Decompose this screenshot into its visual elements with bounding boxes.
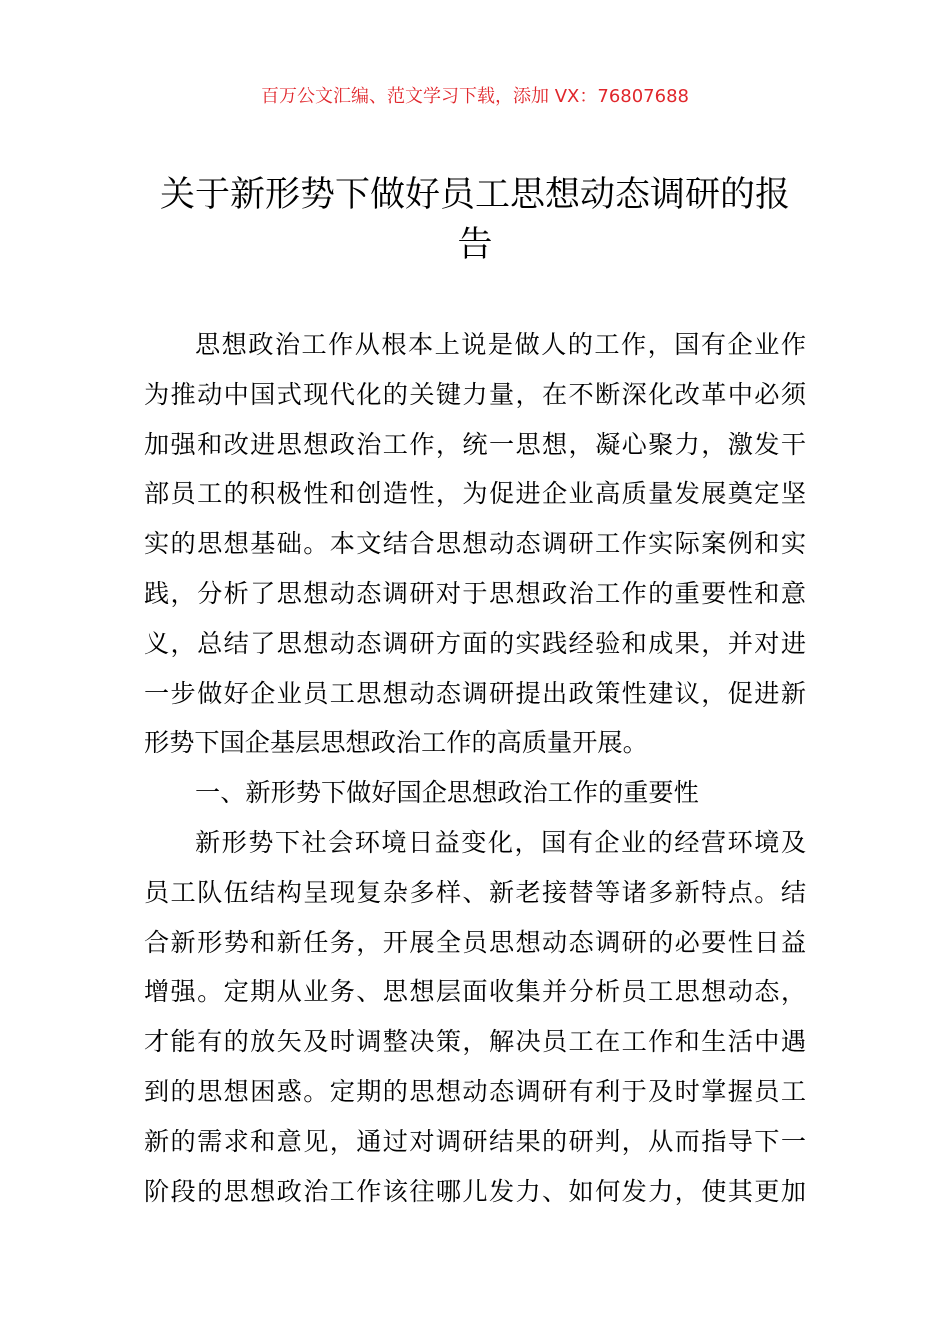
- paragraph-section-1: [144, 818, 806, 1216]
- text-line: 部员工的积极性和创造性，为促进企业高质量发展奠定坚: [144, 479, 806, 509]
- paragraph-intro: [144, 320, 806, 768]
- text-line: 员工队伍结构呈现复杂多样、新老接替等诸多新特点。结: [144, 877, 806, 907]
- title-line: 告: [457, 225, 493, 265]
- document-title: [150, 170, 800, 270]
- text-line: 为推动中国式现代化的关键力量，在不断深化改革中必须: [144, 379, 806, 409]
- text-line: 增强。定期从业务、思想层面收集并分析员工思想动态，: [144, 977, 806, 1007]
- text-line: 践，分析了思想动态调研对于思想政治工作的重要性和意: [144, 578, 806, 608]
- text-line: 新的需求和意见，通过对调研结果的研判，从而指导下一: [144, 1126, 806, 1156]
- text-line: 新形势下社会环境日益变化，国有企业的经营环境及: [195, 827, 806, 857]
- section-heading: [144, 768, 806, 818]
- text-line: 加强和改进思想政治工作，统一思想，凝心聚力，激发干: [144, 429, 806, 459]
- text-line: 一步做好企业员工思想动态调研提出政策性建议，促进新: [144, 678, 806, 708]
- text-line: 义，总结了思想动态调研方面的实践经验和成果，并对进: [144, 628, 806, 658]
- watermark-banner: 百万公文汇编、范文学习下载，添加 VX：76807688: [261, 86, 689, 107]
- text-line: 思想政治工作从根本上说是做人的工作，国有企业作: [195, 330, 806, 359]
- section-heading-text: 一、新形势下做好国企思想政治工作的重要性: [195, 778, 699, 808]
- text-line: 才能有的放矢及时调整决策，解决员工在工作和生活中遇: [144, 1027, 806, 1057]
- title-line: 关于新形势下做好员工思想动态调研的报: [159, 175, 790, 215]
- text-line: 实的思想基础。本文结合思想动态调研工作实际案例和实: [144, 529, 806, 559]
- text-line: 合新形势和新任务，开展全员思想动态调研的必要性日益: [144, 927, 806, 957]
- text-line: 形势下国企基层思想政治工作的高质量开展。: [144, 728, 648, 758]
- text-line: 阶段的思想政治工作该往哪儿发力、如何发力，使其更加: [144, 1176, 806, 1206]
- text-line: 到的思想困惑。定期的思想动态调研有利于及时掌握员工: [144, 1076, 806, 1106]
- document-body: [144, 320, 806, 1216]
